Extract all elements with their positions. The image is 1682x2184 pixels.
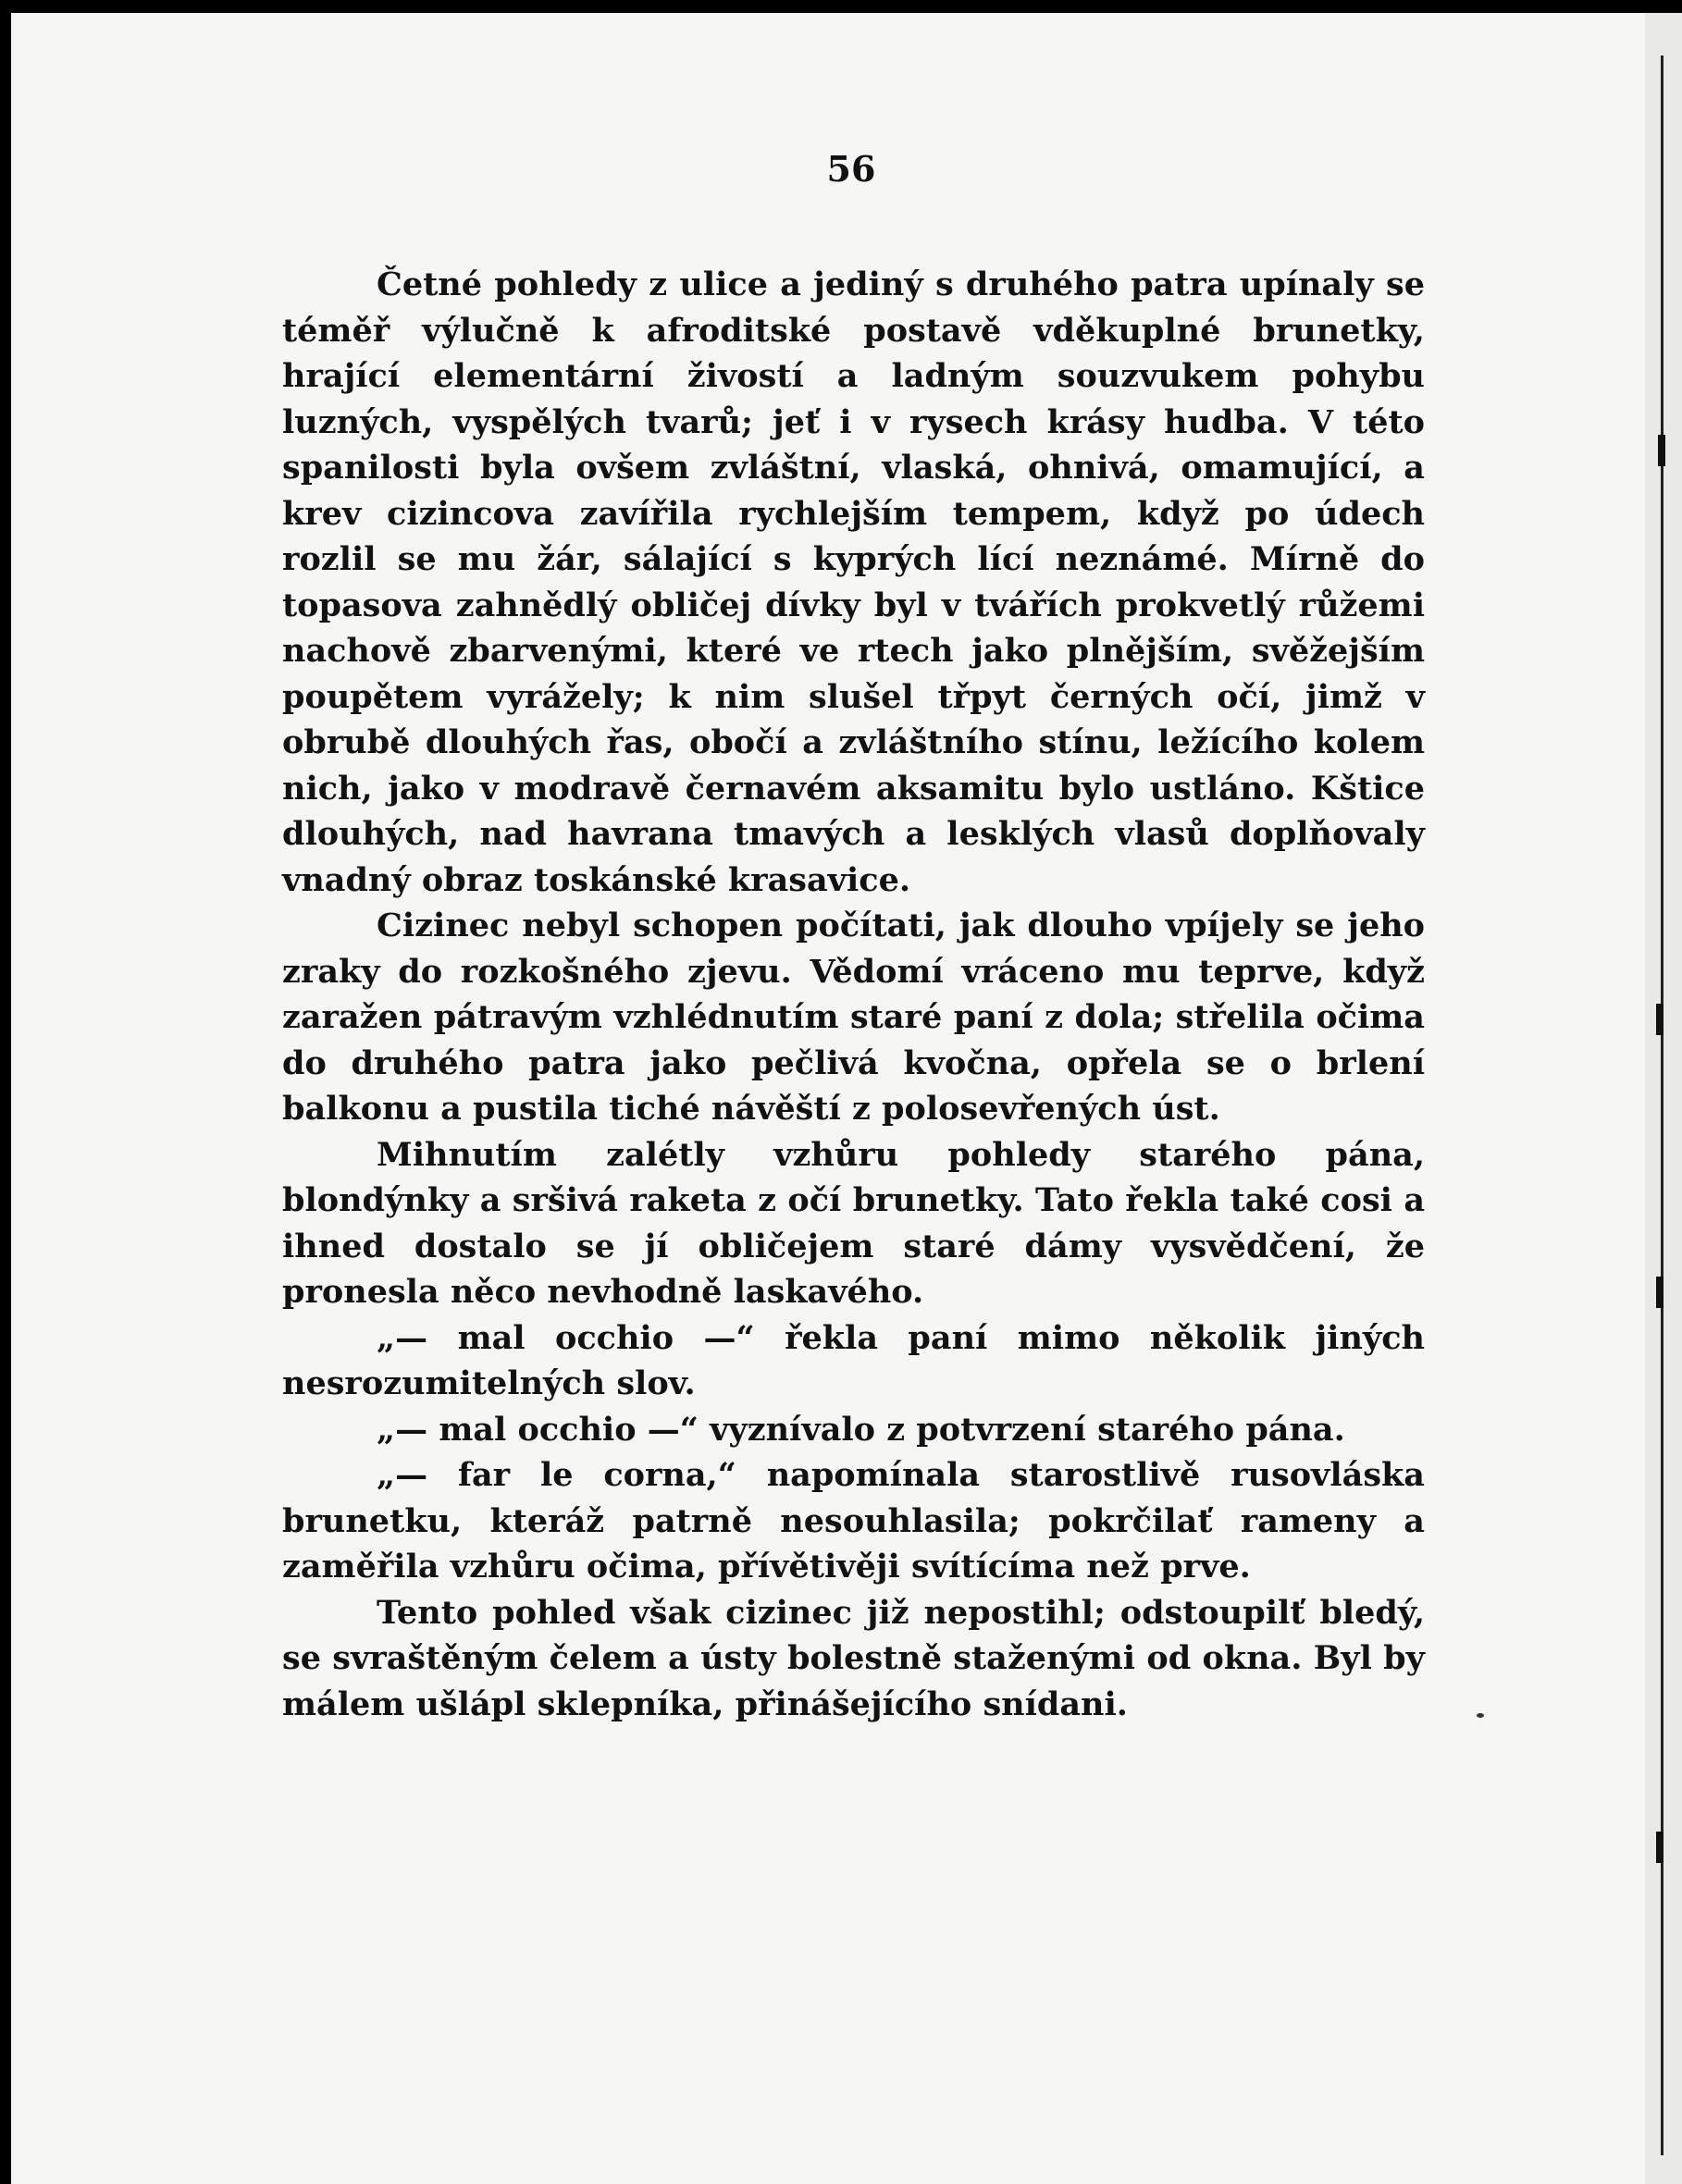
paragraph: „— far le corna,“ napomínala starostlivě rusovláska brunetku, kteráž patrně nesouhlasila; pokrčilať rameny a zaměřila vzhůru očima, přívětivěji svítícíma než prve. (282, 1456, 1425, 1586)
scan-speck (1477, 1713, 1484, 1718)
paragraph: Tento pohled však cizinec již nepostihl; odstoupilť bledý, se svraštěným čelem a ústy bolestně staženými od okna. Byl by málem ušlápl sklepníka, přinášejícího snídani. (282, 1593, 1425, 1723)
page-number: 56 (826, 148, 876, 190)
paragraph: Četné pohledy z ulice a jediný s druhého patra upínaly se téměř výlučně k afroditské postavě vděkuplné brunetky, hrající elementární živostí a ladným souzvukem pohybu luzných, vyspělých tvarů; jeť i v rysech krásy hudba. V této spanilosti byla ovšem zvláštní, vlaská, ohnivá, omamující, a krev cizincova zavířila rychlejším tempem, když po údech rozlil se mu žár, sálající s kyprých lící neznámé. Mírně do topasova zahnědlý obličej dívky byl v tvářích prokvetlý růžemi nachově zbarvenými, které ve rtech jako plnějším, svěžejším poupětem vyrážely; k nim slušel třpyt černých očí, jimž v obrubě dlouhých řas, obočí a zvláštního stínu, ležícího kolem nich, jako v modravě černavém aksamitu bylo ustláno. Kštice dlouhých, nad havrana tmavých a lesklých vlasů doplňovaly vnadný obraz toskánské krasavice. (282, 265, 1425, 899)
paragraph: Cizinec nebyl schopen počítati, jak dlouho vpíjely se jeho zraky do rozkošného zjevu. Vědomí vráceno mu teprve, když zaražen pátravým vzhlédnutím staré paní z dola; střelila očima do druhého patra jako pečlivá kvočna, opřela se o brlení balkonu a pustila tiché návěští z polosevřených úst. (282, 907, 1425, 1128)
edge-mark (1656, 1277, 1663, 1308)
page-edge-strip (1645, 13, 1682, 2184)
edge-mark (1658, 435, 1665, 466)
edge-mark (1656, 1832, 1663, 1863)
paragraph: „— mal occhio —“ řekla paní mimo několik jiných nesrozumitelných slov. (282, 1318, 1425, 1402)
paragraph: „— mal occhio —“ vyznívalo z potvrzení starého pána. (377, 1410, 1345, 1449)
body-text (282, 262, 1425, 1727)
paragraph: Mihnutím zalétly vzhůru pohledy starého pána, blondýnky a sršivá raketa z očí brunetky. Tato řekla také cosi a ihned dostalo se jí obličejem staré dámy vysvědčení, že pronesla něco nevhodně laskavého. (282, 1135, 1425, 1311)
edge-mark (1656, 1004, 1663, 1035)
